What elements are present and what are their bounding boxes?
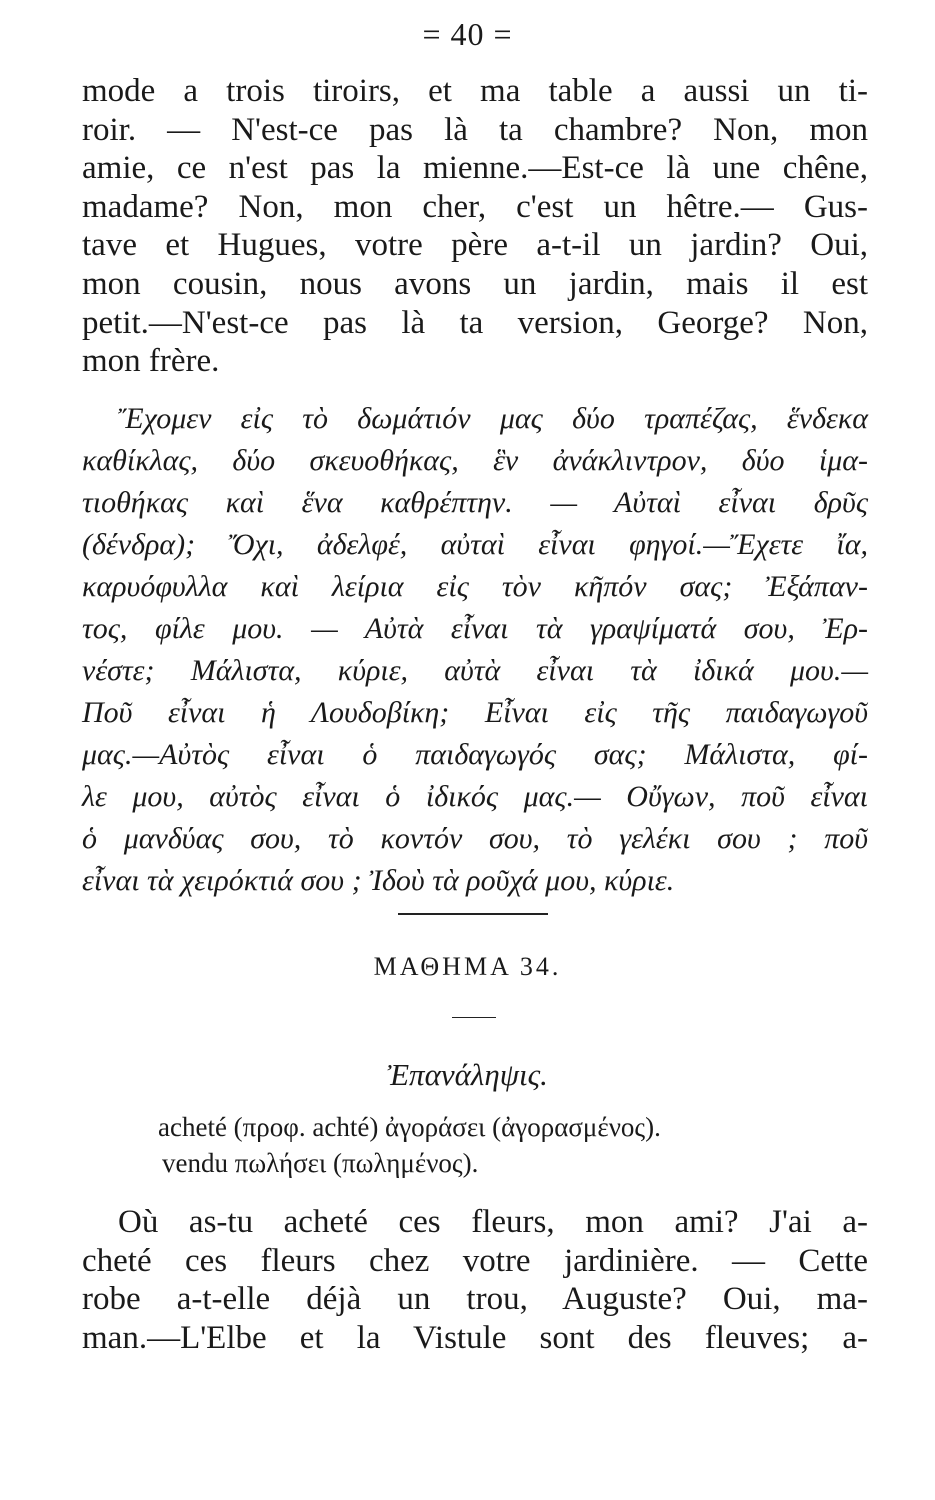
text-line: amie, ce n'est pas la mienne.—Est-ce là une chêne, [82,150,868,187]
text-line: λε μου, αὐτὸς εἶναι ὁ ἰδικός μας.— Οὔγων, ποῦ εἶναι [82,780,868,813]
text-line: εἶναι τὰ χειρόκτιά σου ; Ἰδοὺ τὰ ροῦχά μου, κύριε. [82,864,675,897]
page-number: = 40 = [422,16,513,52]
text-line: ὁ μανδύας σου, τὸ κοντόν σου, τὸ γελέκι σου ; ποῦ [82,822,868,855]
text-line: mon frère. [82,343,220,380]
text-line: mode a trois tiroirs, et ma table a aussi un ti- [82,73,868,109]
vocabulary-list [158,1109,862,1181]
text-line: tave et Hugues, votre père a-t-il un jardin? Oui, [82,227,868,264]
text-line: Où as-tu acheté ces fleurs, mon ami? J'ai a- [118,1204,868,1240]
text-line: τιοθήκας καὶ ἕνα καθρέπτην. — Αὐταὶ εἶναι δρῦς [82,486,868,519]
text-line: roir. — N'est-ce pas là ta chambre? Non, mon [82,111,868,148]
french-paragraph [82,72,868,381]
text-line: robe a-t-elle déjà un trou, Auguste? Oui, ma- [82,1281,868,1318]
lesson-title: ΜΑΘΗΜΑ 34. [373,952,562,981]
text-line: cheté ces fleurs chez votre jardinière. — Cette [82,1242,868,1279]
exercise-paragraph [82,1203,868,1357]
text-line: μας.—Αὐτὸς εἶναι ὁ παιδαγωγός σας; Μάλιστα, φί- [82,738,868,771]
text-line: νέστε; Μάλιστα, κύριε, αὐτὰ εἶναι τὰ ἰδικά μου.— [82,654,868,687]
text-line: Ἔχομεν εἰς τὸ δωμάτιόν μας δύο τραπέζας, ἕνδεκα [118,402,868,435]
text-line: man.—L'Elbe et la Vistule sont des fleuves; a- [82,1319,868,1356]
section-divider [398,913,548,915]
vocabulary-entry: vendu πωλήσει (πωλημένος). [162,1148,479,1178]
text-line: τος, φίλε μου. — Αὐτὰ εἶναι τὰ γραψίματά σου, Ἐρ- [82,612,868,645]
text-line: madame? Non, mon cher, c'est un hêtre.— Gus- [82,188,868,225]
title-underline [452,1017,496,1018]
lesson-subtitle: Ἐπανάληψις. [387,1057,548,1092]
text-line: petit.—N'est-ce pas là ta version, George? Non, [82,304,868,341]
vocabulary-entry: acheté (προφ. achté) ἀγοράσει (ἀγορασμένος). [158,1112,661,1142]
text-line: (δένδρα); Ὄχι, ἀδελφέ, αὐταὶ εἶναι φηγοί.—Ἔχετε ἴα, [82,528,868,561]
text-line: καρυόφυλλα καὶ λείρια εἰς τὸν κῆπόν σας; Ἐξάπαν- [82,570,868,603]
text-line: καθίκλας, δύο σκευοθήκας, ἓν ἀνάκλιντρον, δύο ἱμα- [82,444,868,477]
text-line: Ποῦ εἶναι ἡ Λουδοβίκη; Εἶναι εἰς τῆς παιδαγωγοῦ [82,696,868,729]
text-line: mon cousin, nous avons un jardin, mais il est [82,265,868,302]
greek-paragraph [82,398,868,902]
